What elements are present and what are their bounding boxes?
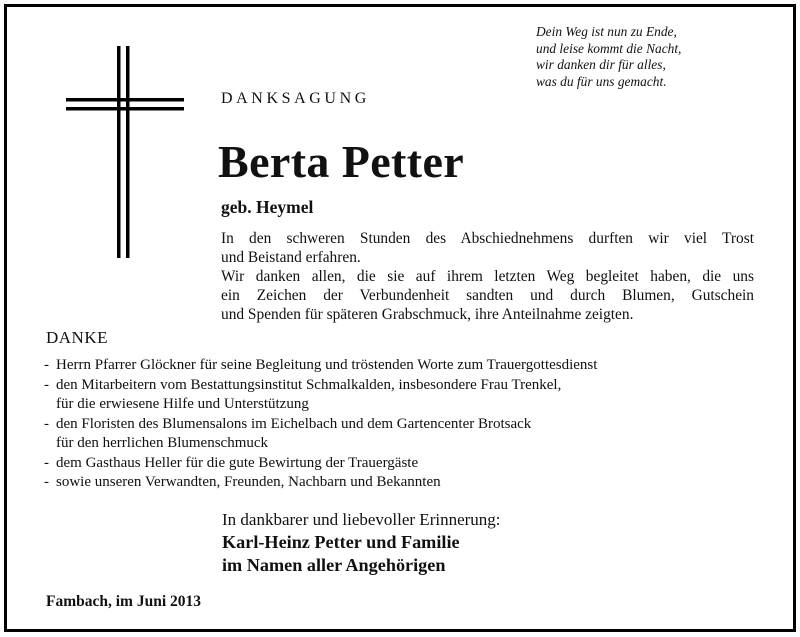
intro-line: ein Zeichen der Verbundenheit sandten und durch Blumen, Gutschein bbox=[221, 287, 754, 304]
list-item bbox=[44, 356, 764, 376]
bullet-dash: - bbox=[44, 357, 49, 373]
list-item bbox=[44, 454, 764, 474]
poem-line: wir danken dir für alles, bbox=[536, 57, 666, 72]
bullet-dash: - bbox=[44, 376, 49, 393]
intro-line: In den schweren Stunden des Abschiednehmens durften wir viel Trost bbox=[221, 230, 754, 247]
bullet-dash: - bbox=[44, 415, 49, 432]
memorial-poem bbox=[536, 24, 776, 90]
list-item-continuation: für den herrlichen Blumenschmuck bbox=[56, 435, 269, 451]
maiden-name: geb. Heymel bbox=[221, 197, 314, 217]
list-item bbox=[44, 415, 764, 454]
list-item bbox=[44, 376, 764, 415]
notice-heading: DANKSAGUNG bbox=[221, 90, 370, 107]
list-item-text: Herrn Pfarrer Glöckner für seine Begleitung und tröstenden Worte zum Trauergottesdienst bbox=[56, 357, 598, 373]
signatory-line: Karl-Heinz Petter und Familie bbox=[222, 532, 460, 552]
list-item-text: dem Gasthaus Heller für die gute Bewirtung der Trauergäste bbox=[56, 454, 419, 471]
intro-line: Wir danken allen, die sie auf ihrem letzten Weg begleitet haben, die uns bbox=[221, 268, 754, 285]
intro-line: und Beistand erfahren. bbox=[221, 249, 361, 266]
poem-line: was du für uns gemacht. bbox=[536, 73, 667, 89]
intro-line: und Spenden für späteren Grabschmuck, ihre Anteilnahme zeigten. bbox=[221, 306, 634, 323]
list-item-text: sowie unseren Verwandten, Freunden, Nachbarn und Bekannten bbox=[56, 474, 441, 490]
list-item bbox=[44, 473, 764, 493]
list-item-text: den Floristen des Blumensalons im Eichelbach und dem Gartencenter Brotsack bbox=[56, 415, 532, 432]
cross-icon bbox=[66, 46, 184, 258]
thanks-heading: DANKE bbox=[46, 328, 108, 347]
poem-line: Dein Weg ist nun zu Ende, bbox=[536, 24, 677, 39]
signatories bbox=[222, 531, 460, 577]
intro-paragraph bbox=[221, 229, 754, 324]
list-item-continuation: für die erwiesene Hilfe und Unterstützung bbox=[56, 396, 309, 412]
bullet-dash: - bbox=[44, 454, 49, 471]
list-item-text: den Mitarbeitern vom Bestattungsinstitut Schmalkalden, insbesondere Frau Trenkel, bbox=[56, 376, 562, 393]
bullet-dash: - bbox=[44, 474, 49, 490]
place-date: Fambach, im Juni 2013 bbox=[46, 593, 202, 610]
poem-line: und leise kommt die Nacht, bbox=[536, 40, 682, 56]
signatory-line: im Namen aller Angehörigen bbox=[222, 555, 446, 575]
thanks-list bbox=[44, 356, 764, 493]
closing-line: In dankbarer und liebevoller Erinnerung: bbox=[222, 510, 501, 529]
deceased-name: Berta Petter bbox=[218, 136, 465, 187]
